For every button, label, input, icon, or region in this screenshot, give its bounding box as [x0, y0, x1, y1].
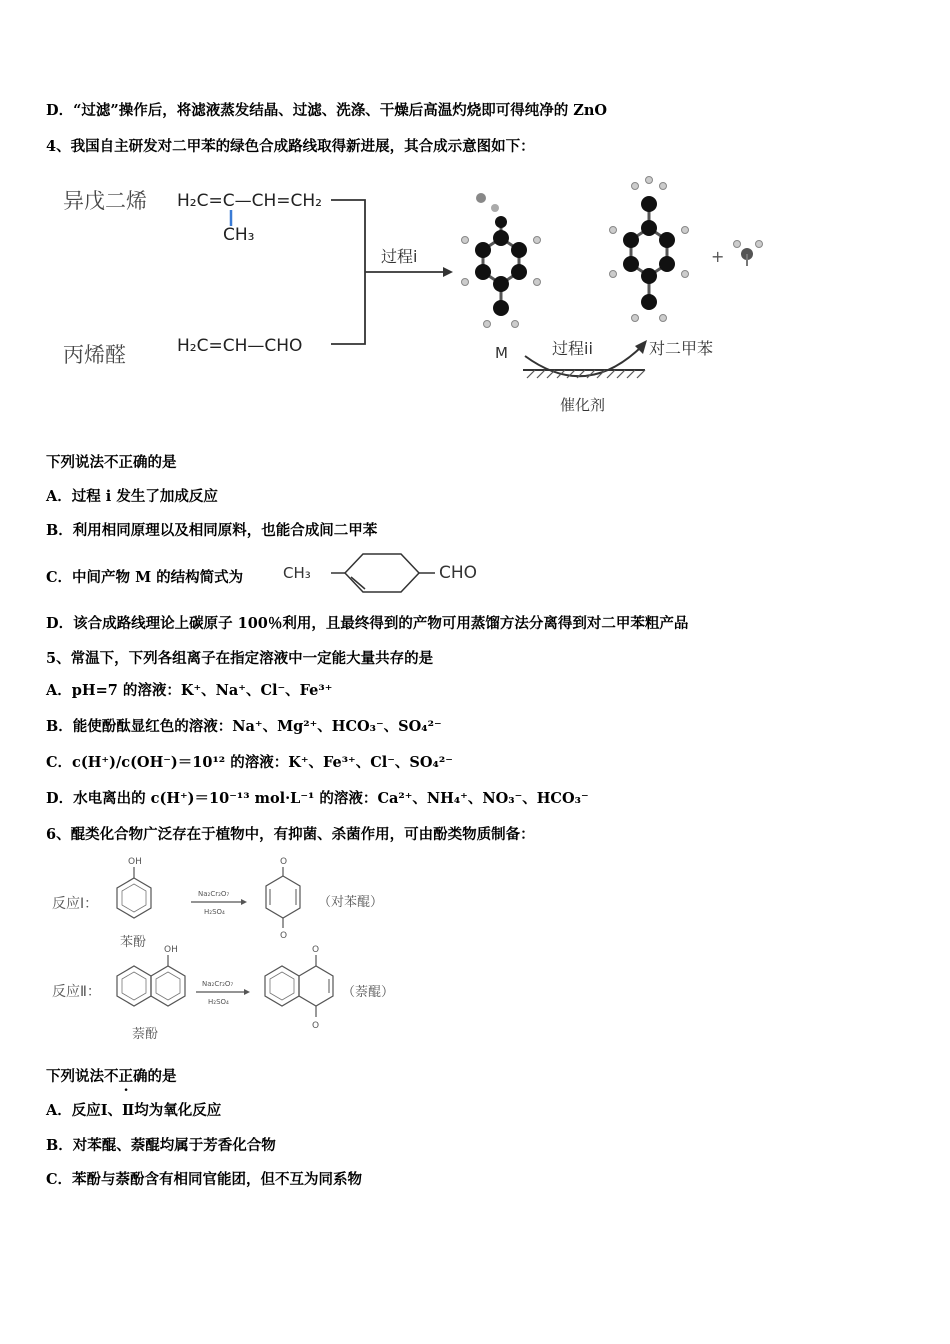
q4-synthesis-figure [55, 168, 775, 426]
q4-option-a: A．过程 i 发生了加成反应 [46, 488, 218, 505]
reactant2-name: 丙烯醛 [63, 343, 126, 367]
reaction1-reagent-bottom: H₂SO₄ [204, 908, 225, 916]
reaction2-reagent-bottom: H₂SO₄ [208, 998, 229, 1006]
naphthoquinone-o-top: O [312, 945, 320, 955]
q4-prompt: 下列说法不正确的是 [46, 454, 177, 471]
q6-option-c: C．苯酚与萘酚含有相同官能团，但不互为同系物 [46, 1171, 363, 1188]
step1-label: 过程i [381, 247, 418, 266]
p-quinone-o-top: O [280, 857, 288, 867]
intermediate-m-molecule [462, 193, 541, 328]
product-label: 对二甲苯 [649, 339, 714, 358]
reactant2-formula: H₂C=CH—CHO [177, 336, 303, 356]
reactant1-methyl: CH₃ [223, 225, 255, 245]
q6-stem: 6、醌类化合物广泛存在于植物中，有抑菌、杀菌作用，可由酚类物质制备： [46, 826, 535, 843]
catalyst-label: 催化剂 [560, 396, 606, 414]
p-quinone-name: （对苯醌） [318, 895, 384, 910]
q4-option-b: B．利用相同原理以及相同原料，也能合成间二甲苯 [46, 522, 378, 539]
reactant1-formula: H₂C=C—CH=CH₂ [177, 191, 322, 211]
p-quinone-o-bottom: O [280, 931, 288, 941]
q5-option-d: D．水电离出的 c(H⁺)＝10⁻¹³ mol·L⁻¹ 的溶液：Ca²⁺、NH₄⁺、NO₃⁻、HCO₃⁻ [46, 790, 589, 807]
q5-option-c: C．c(H⁺)/c(OH⁻)＝10¹² 的溶液：K⁺、Fe³⁺、Cl⁻、SO₄²⁻ [46, 754, 453, 771]
q4-option-c: C．中间产物 M 的结构简式为 [46, 569, 244, 586]
naphthol-oh: OH [164, 945, 178, 955]
q6-prompt-emphasis: 不正确 [104, 1068, 148, 1085]
q3-option-d: D．“过滤”操作后，将滤液蒸发结晶、过滤、洗涤、干燥后高温灼烧即可得纯净的 ZnO [46, 102, 608, 119]
plus-sign: + [711, 247, 725, 266]
q5-option-b: B．能使酚酞显红色的溶液：Na⁺、Mg²⁺、HCO₃⁻、SO₄²⁻ [46, 718, 442, 735]
reactant1-name: 异戊二烯 [63, 189, 147, 213]
q5-stem: 5、常温下，下列各组离子在指定溶液中一定能大量共存的是 [46, 650, 434, 667]
p-xylene-molecule [610, 177, 689, 322]
intermediate-label: M [495, 344, 508, 362]
step2-label: 过程ii [552, 339, 593, 358]
reaction2-reagent-top: Na₂Cr₂O₇ [202, 980, 234, 988]
q6-option-a: A．反应Ⅰ、Ⅱ均为氧化反应 [46, 1102, 222, 1119]
naphthoquinone-o-bottom: O [312, 1021, 320, 1031]
q5-option-a: A．pH=7 的溶液：K⁺、Na⁺、Cl⁻、Fe³⁺ [46, 682, 333, 699]
naphthoquinone-name: （萘醌） [342, 985, 395, 1000]
phenol-oh: OH [128, 857, 142, 867]
structure-ch3-label: CH₃ [283, 564, 311, 582]
phenol-name: 苯酚 [120, 935, 147, 950]
q6-prompt: 下列说法不正确的是 [46, 1068, 177, 1085]
reaction1-label: 反应Ⅰ： [52, 896, 99, 912]
q4-option-d: D．该合成路线理论上碳原子 100％利用，且最终得到的产物可用蒸馏方法分离得到对二甲苯粗产品 [46, 615, 689, 632]
q6-reaction-figure [46, 852, 406, 1048]
q6-option-b: B．对苯醌、萘醌均属于芳香化合物 [46, 1137, 276, 1154]
water-molecule [734, 241, 763, 267]
naphthol-name: 萘酚 [132, 1027, 159, 1042]
reaction1-reagent-top: Na₂Cr₂O₇ [198, 890, 230, 898]
structure-cho-label: CHO [439, 563, 478, 583]
reaction2-label: 反应Ⅱ： [52, 984, 101, 1000]
q4-stem: 4、我国自主研发对二甲苯的绿色合成路线取得新进展，其合成示意图如下： [46, 138, 535, 155]
q4-option-c-structure [283, 548, 513, 598]
